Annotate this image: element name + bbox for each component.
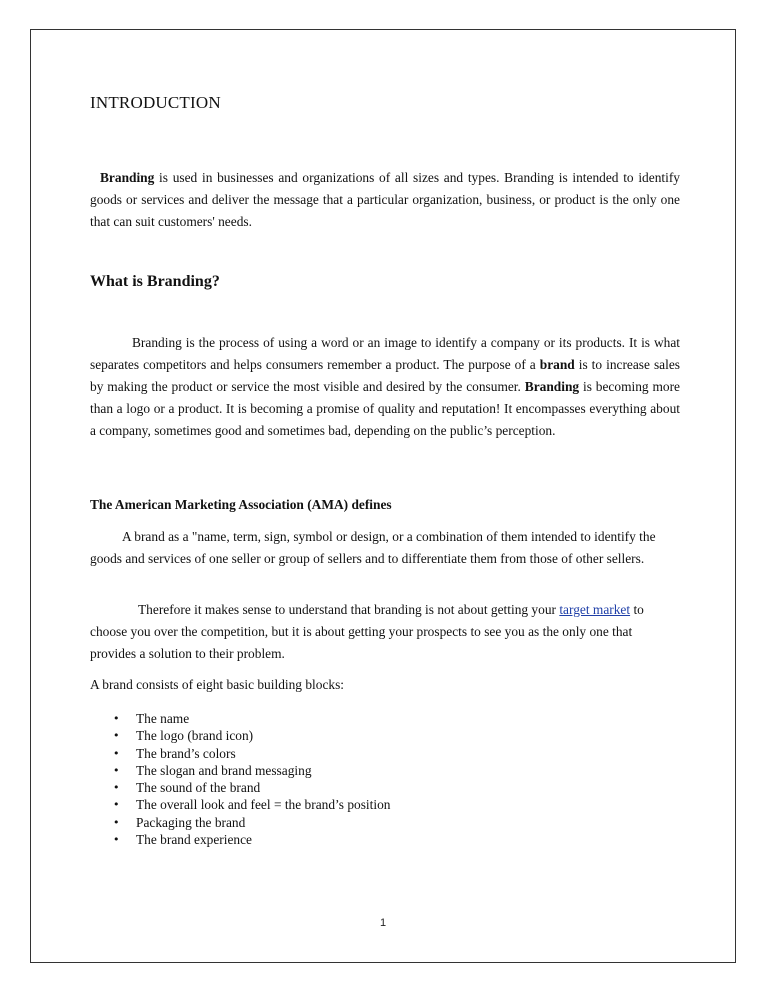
target-market-link[interactable]: target market bbox=[559, 602, 631, 617]
ama-definition-text: A brand as a "name, term, sign, symbol or design, or a combination of them intended to identify the goods and services of one seller or group of sellers and to differentiate them from those of other sellers. bbox=[90, 529, 656, 566]
branding-bold-term: Branding bbox=[100, 170, 155, 185]
therefore-text-after: to choose you over the competition, but it is about getting your prospects to see you as the only one that provides a solution to their problem. bbox=[90, 602, 644, 661]
ama-heading: The American Marketing Association (AMA) defines bbox=[90, 497, 392, 512]
list-item: • Packaging the brand bbox=[90, 814, 390, 831]
list-item: • The sound of the brand bbox=[90, 779, 390, 796]
introduction-paragraph bbox=[90, 167, 680, 233]
building-blocks-intro: A brand consists of eight basic building blocks: bbox=[90, 677, 345, 692]
therefore-text-before: Therefore it makes sense to understand that branding is not about getting your bbox=[138, 602, 560, 617]
building-blocks-list bbox=[90, 710, 390, 848]
list-item: • The name bbox=[90, 710, 390, 727]
introduction-heading: INTRODUCTION bbox=[90, 93, 221, 112]
what-text-part-2: is to increase sales by making the product or service the most visible and desired by the consumer. bbox=[90, 357, 680, 394]
list-item: • The brand experience bbox=[90, 831, 390, 848]
page-number: 1 bbox=[380, 917, 387, 929]
brand-bold-term: brand bbox=[539, 357, 575, 372]
list-item: • The overall look and feel = the brand’s position bbox=[90, 796, 390, 813]
what-is-branding-heading: What is Branding? bbox=[90, 273, 220, 290]
list-item: • The slogan and brand messaging bbox=[90, 762, 390, 779]
list-item: • The brand’s colors bbox=[90, 745, 390, 762]
what-text-part-1: Branding is the process of using a word or an image to identify a company or its products. It is what separates competitors and helps consumers remember a product. The purpose of a bbox=[90, 335, 680, 372]
what-text-part-3: is becoming more than a logo or a product. It is becoming a promise of quality and reputation! It encompasses everything about a company, sometimes good and sometimes bad, depending on the public’s perception. bbox=[90, 379, 680, 438]
introduction-text: is used in businesses and organizations of all sizes and types. Branding is intended to identify goods or services and deliver the message that a particular organization, business, or product is the only one that can suit customers' needs. bbox=[90, 170, 680, 229]
branding-bold-term-2: Branding bbox=[524, 379, 580, 394]
what-is-branding-paragraph bbox=[90, 332, 680, 442]
ama-definition-paragraph bbox=[90, 526, 680, 570]
therefore-paragraph bbox=[90, 599, 680, 665]
list-item: • The logo (brand icon) bbox=[90, 727, 390, 744]
